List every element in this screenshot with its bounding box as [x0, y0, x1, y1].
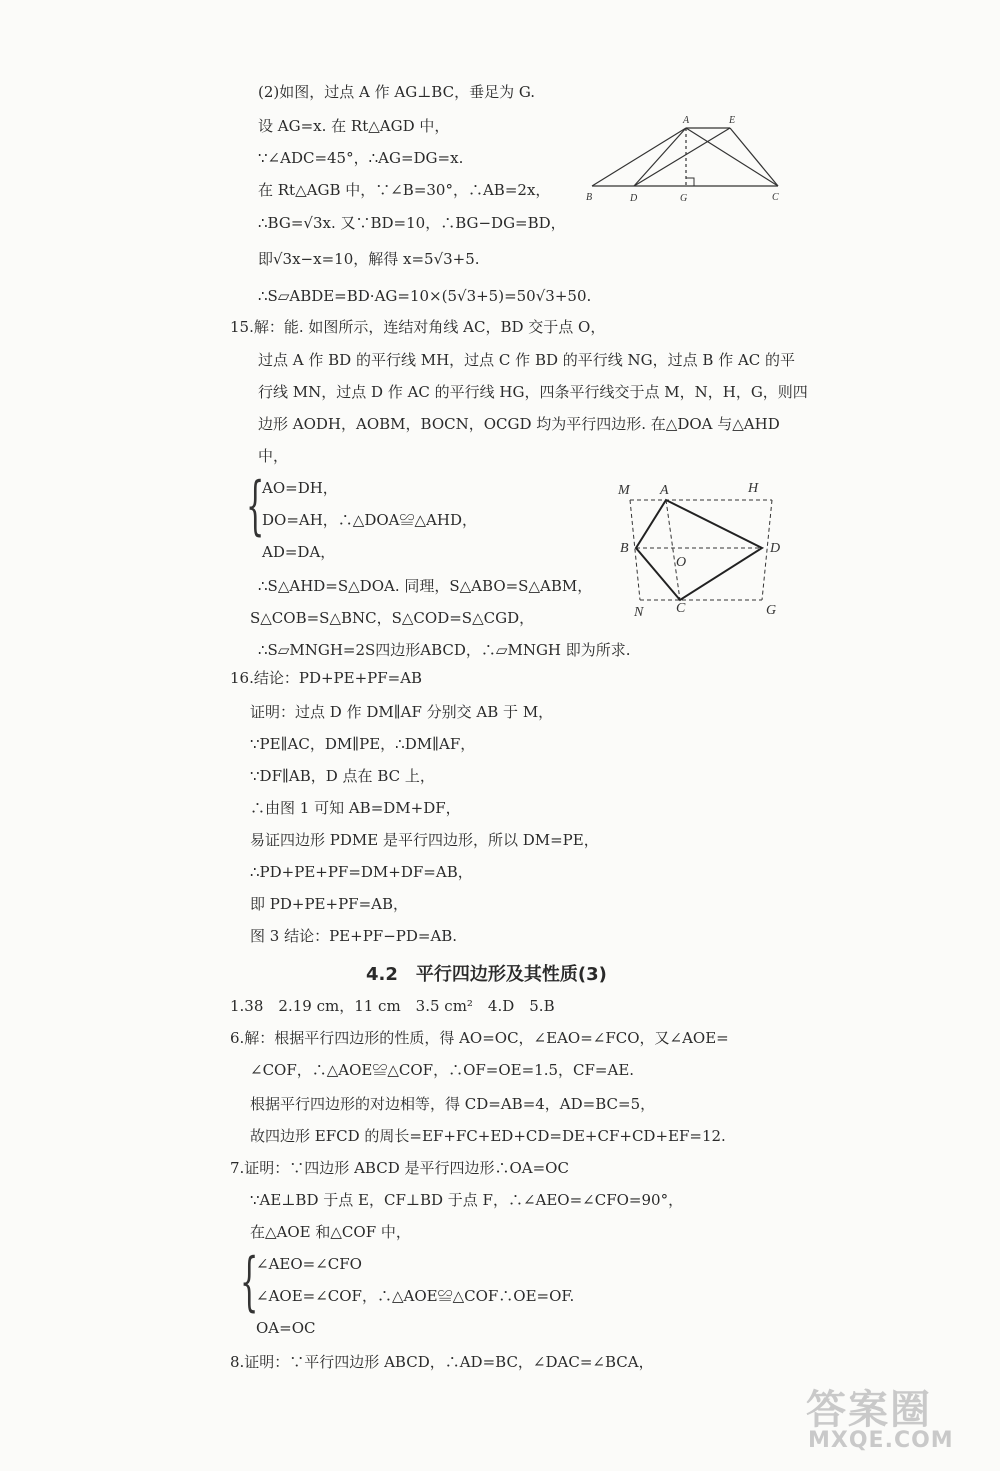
text-line: ∵PE∥AC，DM∥PE，∴DM∥AF，	[250, 735, 476, 753]
text-line: 即 PD+PE+PF=AB，	[250, 895, 408, 913]
text-line: 图 3 结论：PE+PF−PD=AB.	[250, 927, 458, 945]
text-line: 15.解：能. 如图所示，连结对角线 AC，BD 交于点 O，	[230, 318, 606, 336]
point-label: G	[680, 193, 688, 204]
text-line: ∴S▱MNGH=2S四边形ABCD，∴▱MNGH 即为所求.	[258, 641, 631, 659]
text-line: S△COB=S△BNC，S△COD=S△CGD，	[250, 609, 535, 627]
point-label: C	[772, 192, 779, 203]
watermark-logo: 答案圈	[806, 1387, 932, 1433]
text-line: 7.证明：∵四边形 ABCD 是平行四边形∴OA=OC	[230, 1159, 569, 1177]
segment-EC	[730, 128, 778, 186]
text-line: 16.结论：PD+PE+PF=AB	[230, 669, 423, 687]
text-line: 易证四边形 PDME 是平行四边形，所以 DM=PE，	[250, 831, 599, 849]
figure-trapezoid	[580, 110, 790, 210]
text-line: ∴由图 1 可知 AB=DM+DF，	[250, 799, 461, 817]
point-label: A	[683, 115, 690, 126]
text-line: 过点 A 作 BD 的平行线 MH，过点 C 作 BD 的平行线 NG，过点 B 作 AC 的平	[258, 351, 796, 369]
system-line: OA=OC	[256, 1319, 316, 1337]
text-line: ∴BG=√3x. 又∵BD=10，∴BG−DG=BD，	[258, 214, 566, 232]
text-line: 根据平行四边形的对边相等，得 CD=AB=4，AD=BC=5，	[250, 1095, 656, 1113]
point-label: C	[676, 601, 686, 616]
text-line: 即√3x−x=10，解得 x=5√3+5.	[258, 250, 480, 268]
point-label: O	[676, 555, 687, 570]
system-line: DO=AH，∴△DOA≌△AHD，	[262, 511, 477, 529]
text-line: ∴S▱ABDE=BD·AG=10×(5√3+5)=50√3+50.	[258, 287, 592, 305]
system-line: ∠AEO=∠CFO	[256, 1255, 362, 1273]
right-angle-mark	[686, 178, 694, 186]
watermark-site: MXQE.COM	[808, 1428, 954, 1453]
point-label: B	[586, 192, 593, 203]
segment-AC	[686, 128, 778, 186]
text-line: 在△AOE 和△COF 中，	[250, 1223, 411, 1241]
text-line: ∠COF，∴△AOE≌△COF，∴OF=OE=1.5，CF=AE.	[250, 1061, 635, 1079]
system-line: ∠AOE=∠COF，∴△AOE≌△COF∴OE=OF.	[256, 1287, 575, 1305]
point-label: M	[618, 483, 630, 498]
system-line: AO=DH，	[262, 479, 338, 497]
point-label: D	[630, 193, 638, 204]
section-title: 4.2 平行四边形及其性质(3)	[366, 964, 607, 985]
left-brace: {	[240, 1245, 259, 1319]
text-line: ∵AE⊥BD 于点 E，CF⊥BD 于点 F，∴∠AEO=∠CFO=90°，	[250, 1191, 684, 1209]
text-line: 故四边形 EFCD 的周长=EF+FC+ED+CD=DE+CF+CD+EF=12.	[250, 1127, 726, 1145]
text-line: 行线 MN，过点 D 作 AC 的平行线 HG，四条平行线交于点 M，N，H，G，则四	[258, 383, 808, 401]
point-label: G	[766, 603, 777, 618]
left-brace: {	[246, 469, 265, 543]
system-line: AD=DA，	[262, 543, 336, 561]
quadrilateral-ABCD	[636, 500, 762, 600]
text-line: 边形 AODH，AOBM，BOCN，OCGD 均为平行四边形. 在△DOA 与△AHD	[258, 415, 780, 433]
text-line: (2)如图，过点 A 作 AG⊥BC，垂足为 G.	[258, 83, 536, 101]
text-line: ∵∠ADC=45°，∴AG=DG=x.	[258, 149, 464, 167]
text-line: ∴PD+PE+PF=DM+DF=AB，	[250, 863, 473, 881]
point-label: E	[729, 115, 736, 126]
segment-BA	[592, 128, 686, 186]
point-label: B	[620, 541, 629, 556]
point-label: N	[634, 605, 644, 620]
text-line: 中，	[258, 447, 289, 465]
figure-parallelogram	[600, 470, 800, 625]
text-line: 8.证明：∵平行四边形 ABCD，∴AD=BC，∠DAC=∠BCA，	[230, 1353, 654, 1371]
point-label: A	[660, 483, 669, 498]
point-label: H	[748, 481, 759, 496]
text-line: ∵DF∥AB，D 点在 BC 上，	[250, 767, 435, 785]
answers-line: 1.38 2.19 cm，11 cm 3.5 cm² 4.D 5.B	[230, 997, 555, 1015]
segment-DA	[634, 128, 686, 186]
text-line: 设 AG=x. 在 Rt△AGD 中，	[258, 117, 450, 135]
text-line: 6.解：根据平行四边形的性质，得 AO=OC，∠EAO=∠FCO，又∠AOE=	[230, 1029, 729, 1047]
text-line: 在 Rt△AGB 中，∵∠B=30°，∴AB=2x，	[258, 181, 551, 199]
text-line: 证明：过点 D 作 DM∥AF 分别交 AB 于 M，	[250, 703, 554, 721]
segment-DE	[634, 128, 730, 186]
text-line: ∴S△AHD=S△DOA. 同理，S△ABO=S△ABM，	[258, 577, 593, 595]
point-label: D	[770, 541, 781, 556]
